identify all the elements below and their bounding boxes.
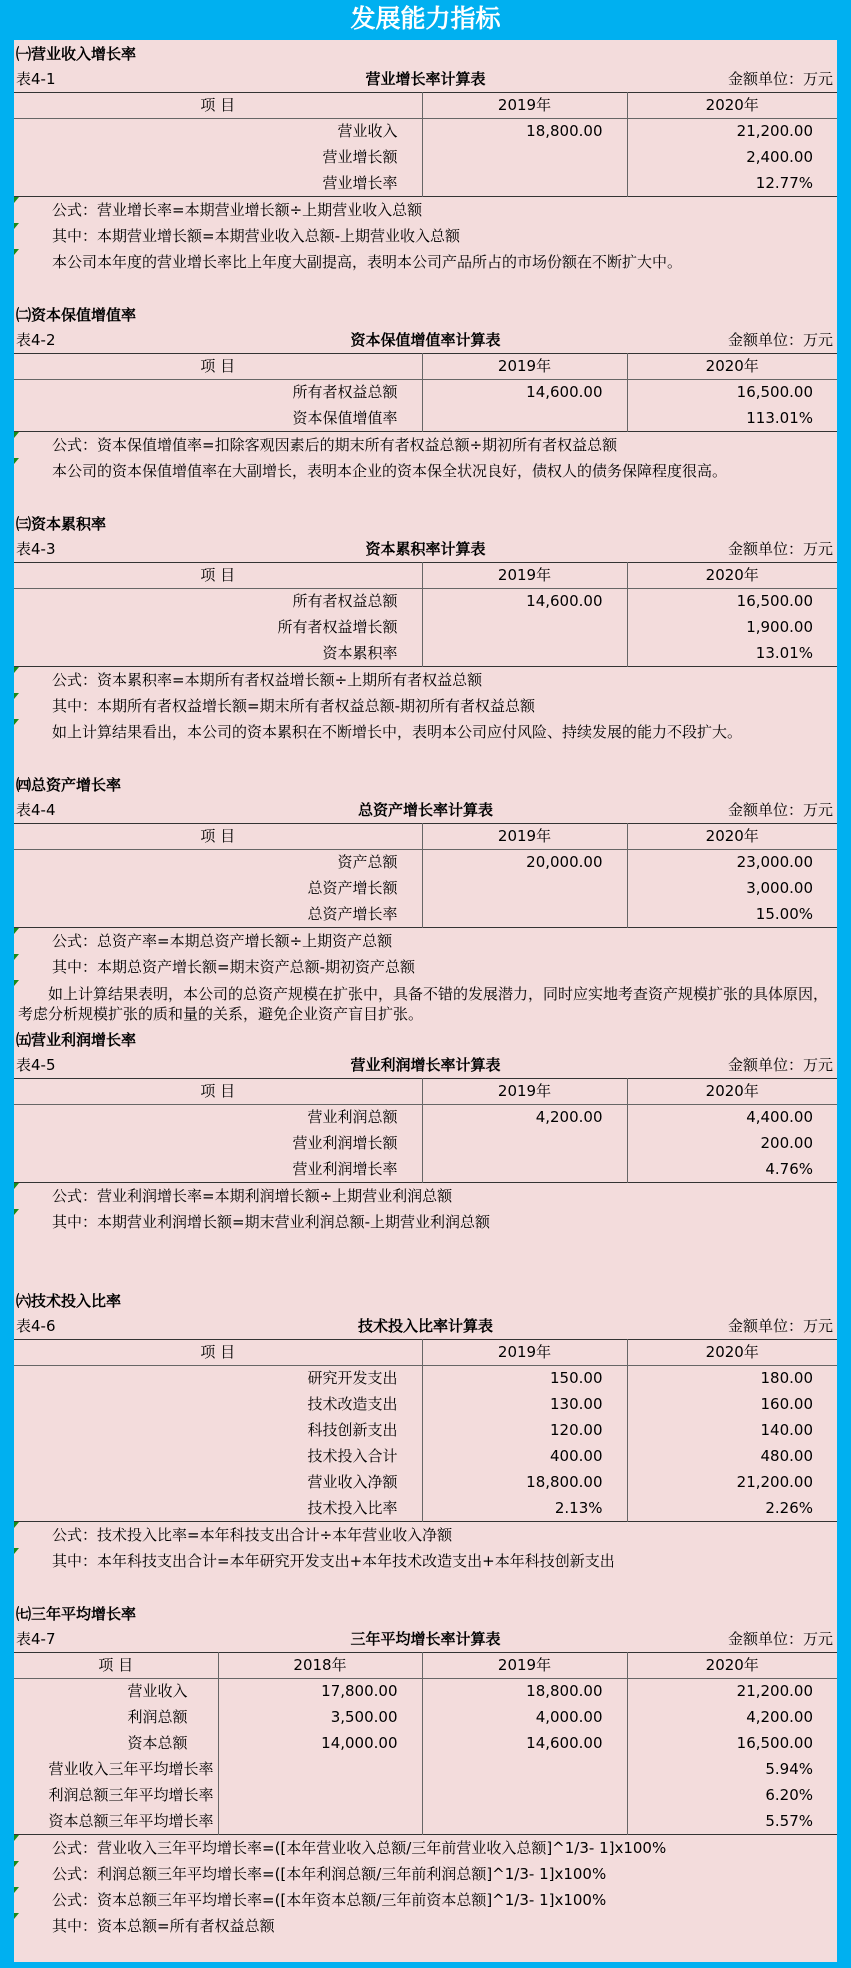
- table-row: [14, 876, 837, 902]
- note-line: 公式：总资产率=本期总资产增长额÷上期资产总额: [14, 928, 837, 954]
- document-body: [14, 40, 837, 1939]
- table-row: [14, 1105, 837, 1131]
- cell-value: 14,600.00: [422, 1731, 627, 1757]
- col-header-year: 2018年: [218, 1653, 422, 1679]
- col-header-year: 2020年: [627, 1653, 837, 1679]
- cell-value: [218, 1757, 422, 1783]
- table-row: [14, 1157, 837, 1183]
- row-label: 营业利润总额: [307, 1108, 398, 1127]
- table-row: [14, 1705, 837, 1731]
- unit-label: 金额单位：万元: [727, 1056, 833, 1074]
- cell-value: 400.00: [422, 1444, 627, 1470]
- table-row: [14, 589, 837, 615]
- note-line: 如上计算结果看出，本公司的资本累积在不断增长中，表明本公司应付风险、持续发展的能力不段扩大。: [14, 719, 837, 745]
- calc-table: [14, 353, 837, 432]
- cell-value: 18,800.00: [422, 1470, 627, 1496]
- note-line: 本公司本年度的营业增长率比上年度大副提高，表明本公司产品所占的市场份额在不断扩大中。: [14, 249, 837, 275]
- col-header-item: 项 目: [14, 824, 422, 850]
- table-row: [14, 171, 837, 197]
- row-label: 营业收入: [337, 122, 398, 141]
- row-label: 技术投入比率: [307, 1498, 398, 1517]
- table-number: 表4-1: [16, 70, 56, 88]
- col-header-item: 项 目: [14, 563, 422, 589]
- note-line: 公式：资本总额三年平均增长率=([本年资本总额/三年前资本总额]^1/3- 1]x100%: [14, 1887, 837, 1913]
- cell-value: 4,200.00: [627, 1705, 837, 1731]
- col-header-year: 2019年: [422, 354, 627, 380]
- table-title: 技术投入比率计算表: [357, 1317, 493, 1335]
- col-header-year: 2020年: [627, 1079, 837, 1105]
- table-number: 表4-3: [16, 540, 56, 558]
- cell-value: 15.00%: [627, 902, 837, 928]
- unit-label: 金额单位：万元: [727, 1630, 833, 1648]
- section-title: ㈣总资产增长率: [16, 776, 122, 794]
- col-header-year: 2019年: [422, 1079, 627, 1105]
- row-label: 总资产增长额: [307, 879, 398, 897]
- col-header-year: 2020年: [627, 563, 837, 589]
- note-paragraph: 如上计算结果表明，本公司的总资产规模在扩张中，具备不错的发展潜力，同时应实地考查资产规模扩张的具体原因，考虑分析规模扩张的质和量的关系，避免企业资产盲目扩张。: [14, 980, 837, 1026]
- col-header-year: 2020年: [627, 93, 837, 119]
- cell-value: 6.20%: [627, 1783, 837, 1809]
- section-title: ㈥技术投入比率: [16, 1292, 122, 1310]
- note-line: 其中：资本总额=所有者权益总额: [14, 1913, 837, 1939]
- note-line: 公式：资本保值增值率=扣除客观因素后的期末所有者权益总额÷期初所有者权益总额: [14, 432, 837, 458]
- table-title: 资本累积率计算表: [365, 540, 486, 558]
- row-label: 营业收入净额: [307, 1473, 398, 1491]
- col-header-item: 项 目: [14, 93, 422, 119]
- row-label: 资本总额三年平均增长率: [48, 1811, 214, 1830]
- section-title: ㈦三年平均增长率: [16, 1605, 137, 1623]
- cell-value: 180.00: [627, 1366, 837, 1392]
- table-row: [14, 641, 837, 667]
- table-header: [14, 1626, 837, 1652]
- table-row: [14, 1679, 837, 1705]
- table-header: [14, 66, 837, 92]
- table-row: [14, 1783, 837, 1809]
- note-line: 其中：本期总资产增长额=期末资产总额-期初资产总额: [14, 954, 837, 980]
- table-row: [14, 380, 837, 406]
- table-row: [14, 1131, 837, 1157]
- cell-value: 4,000.00: [422, 1705, 627, 1731]
- col-header-year: 2019年: [422, 1653, 627, 1679]
- table-row: [14, 1757, 837, 1783]
- row-label: 营业增长率: [322, 173, 398, 192]
- table-row: [14, 1809, 837, 1835]
- table-row: [14, 1444, 837, 1470]
- calc-table: [14, 92, 837, 197]
- table-number: 表4-4: [16, 801, 56, 819]
- row-label: 营业利润增长率: [292, 1159, 398, 1178]
- table-row: [14, 902, 837, 928]
- unit-label: 金额单位：万元: [727, 70, 833, 88]
- table-head-row: [14, 354, 837, 380]
- row-label: 所有者权益增长额: [277, 618, 398, 636]
- table-head-row: [14, 1340, 837, 1366]
- cell-value: 21,200.00: [627, 1679, 837, 1705]
- table-head-row: [14, 1653, 837, 1679]
- cell-value: 14,600.00: [422, 380, 627, 406]
- row-label: 技术改造支出: [307, 1395, 398, 1413]
- table-row: [14, 615, 837, 641]
- col-header-item: 项 目: [14, 1340, 422, 1366]
- table-head-row: [14, 1079, 837, 1105]
- cell-value: 130.00: [422, 1392, 627, 1418]
- cell-value: 16,500.00: [627, 1731, 837, 1757]
- cell-value: 21,200.00: [627, 1470, 837, 1496]
- table-row: [14, 1392, 837, 1418]
- cell-value: [218, 1809, 422, 1835]
- cell-value: [422, 615, 627, 641]
- row-label: 营业利润增长额: [292, 1134, 398, 1152]
- cell-value: 13.01%: [627, 641, 837, 667]
- row-label: 资本总额: [127, 1734, 188, 1752]
- row-label: 营业增长额: [322, 148, 398, 166]
- section-operating-profit-growth: [14, 1026, 837, 1287]
- table-header: [14, 1313, 837, 1339]
- cell-value: [422, 1757, 627, 1783]
- cell-value: 21,200.00: [627, 119, 837, 145]
- cell-value: [422, 1131, 627, 1157]
- section-title: ㈠营业收入增长率: [16, 45, 137, 63]
- table-header: [14, 536, 837, 562]
- note-line: 公式：技术投入比率=本年科技支出合计÷本年营业收入净额: [14, 1522, 837, 1548]
- cell-value: 2.26%: [627, 1496, 837, 1522]
- table-row: [14, 145, 837, 171]
- unit-label: 金额单位：万元: [727, 331, 833, 349]
- section-capital-accumulation: [14, 510, 837, 771]
- calc-table: [14, 1078, 837, 1183]
- row-label: 资产总额: [337, 853, 398, 872]
- table-number: 表4-7: [16, 1630, 56, 1648]
- cell-value: 5.57%: [627, 1809, 837, 1835]
- section-title: ㈤营业利润增长率: [16, 1031, 137, 1049]
- col-header-item: 项 目: [14, 354, 422, 380]
- cell-value: 200.00: [627, 1131, 837, 1157]
- col-header-year: 2019年: [422, 824, 627, 850]
- table-title: 三年平均增长率计算表: [350, 1630, 501, 1648]
- cell-value: 18,800.00: [422, 1679, 627, 1705]
- cell-value: 2.13%: [422, 1496, 627, 1522]
- note-line: 公式：营业利润增长率=本期利润增长额÷上期营业利润总额: [14, 1183, 837, 1209]
- page-title: 发展能力指标: [0, 0, 851, 40]
- cell-value: 3,000.00: [627, 876, 837, 902]
- cell-value: 5.94%: [627, 1757, 837, 1783]
- col-header-year: 2020年: [627, 354, 837, 380]
- table-row: [14, 119, 837, 145]
- row-label: 利润总额三年平均增长率: [48, 1786, 214, 1804]
- table-head-row: [14, 824, 837, 850]
- cell-value: 113.01%: [627, 406, 837, 432]
- table-header: [14, 1052, 837, 1078]
- cell-value: [422, 641, 627, 667]
- cell-value: [422, 1809, 627, 1835]
- section-total-asset-growth: [14, 771, 837, 1026]
- section-title: ㈡资本保值增值率: [16, 306, 137, 324]
- cell-value: [422, 406, 627, 432]
- cell-value: 23,000.00: [627, 850, 837, 876]
- cell-value: 20,000.00: [422, 850, 627, 876]
- cell-value: [422, 1783, 627, 1809]
- cell-value: 150.00: [422, 1366, 627, 1392]
- section-capital-preservation: [14, 301, 837, 510]
- cell-value: [422, 1157, 627, 1183]
- table-row: [14, 406, 837, 432]
- col-header-year: 2020年: [627, 1340, 837, 1366]
- table-number: 表4-6: [16, 1317, 56, 1335]
- section-revenue-growth: [14, 40, 837, 301]
- cell-value: 4,400.00: [627, 1105, 837, 1131]
- cell-value: 1,900.00: [627, 615, 837, 641]
- table-row: [14, 1731, 837, 1757]
- note-line: 其中：本期营业利润增长额=期末营业利润总额-上期营业利润总额: [14, 1209, 837, 1235]
- unit-label: 金额单位：万元: [727, 540, 833, 558]
- table-title: 营业增长率计算表: [365, 70, 486, 88]
- row-label: 营业收入: [127, 1682, 188, 1701]
- calc-table: [14, 1339, 837, 1522]
- section-title: ㈢资本累积率: [16, 515, 107, 533]
- row-label: 科技创新支出: [307, 1421, 398, 1439]
- table-title: 资本保值增值率计算表: [350, 331, 501, 349]
- table-row: [14, 1470, 837, 1496]
- row-label: 技术投入合计: [307, 1447, 398, 1465]
- calc-table: [14, 562, 837, 667]
- note-line: 公式：资本累积率=本期所有者权益增长额÷上期所有者权益总额: [14, 667, 837, 693]
- row-label: 总资产增长率: [307, 904, 398, 923]
- cell-value: 4,200.00: [422, 1105, 627, 1131]
- col-header-year: 2019年: [422, 93, 627, 119]
- col-header-year: 2019年: [422, 563, 627, 589]
- table-head-row: [14, 93, 837, 119]
- note-line: 其中：本年科技支出合计=本年研究开发支出+本年技术改造支出+本年科技创新支出: [14, 1548, 837, 1574]
- section-tech-investment-ratio: [14, 1287, 837, 1600]
- table-number: 表4-5: [16, 1056, 56, 1074]
- cell-value: 14,000.00: [218, 1731, 422, 1757]
- cell-value: 140.00: [627, 1418, 837, 1444]
- cell-value: 3,500.00: [218, 1705, 422, 1731]
- cell-value: 18,800.00: [422, 119, 627, 145]
- note-line: 其中：本期营业增长额=本期营业收入总额-上期营业收入总额: [14, 223, 837, 249]
- cell-value: [422, 171, 627, 197]
- note-line: 其中：本期所有者权益增长额=期末所有者权益总额-期初所有者权益总额: [14, 693, 837, 719]
- col-header-item: 项 目: [14, 1653, 218, 1679]
- cell-value: 4.76%: [627, 1157, 837, 1183]
- table-row: [14, 1366, 837, 1392]
- table-row: [14, 850, 837, 876]
- note-line: 公式：利润总额三年平均增长率=([本年利润总额/三年前利润总额]^1/3- 1]x100%: [14, 1861, 837, 1887]
- calc-table: [14, 1652, 837, 1835]
- cell-value: [218, 1783, 422, 1809]
- cell-value: 16,500.00: [627, 380, 837, 406]
- unit-label: 金额单位：万元: [727, 801, 833, 819]
- row-label: 资本累积率: [322, 643, 398, 662]
- cell-value: 12.77%: [627, 171, 837, 197]
- cell-value: [422, 876, 627, 902]
- row-label: 所有者权益总额: [292, 592, 398, 611]
- cell-value: 480.00: [627, 1444, 837, 1470]
- table-number: 表4-2: [16, 331, 56, 349]
- table-row: [14, 1496, 837, 1522]
- calc-table: [14, 823, 837, 928]
- table-head-row: [14, 563, 837, 589]
- row-label: 所有者权益总额: [292, 383, 398, 402]
- note-line: 公式：营业增长率=本期营业增长额÷上期营业收入总额: [14, 197, 837, 223]
- table-header: [14, 327, 837, 353]
- col-header-item: 项 目: [14, 1079, 422, 1105]
- cell-value: 16,500.00: [627, 589, 837, 615]
- table-row: [14, 1418, 837, 1444]
- note-line: 公式：营业收入三年平均增长率=([本年营业收入总额/三年前营业收入总额]^1/3- 1]x100%: [14, 1835, 837, 1861]
- cell-value: 17,800.00: [218, 1679, 422, 1705]
- table-header: [14, 797, 837, 823]
- col-header-year: 2020年: [627, 824, 837, 850]
- unit-label: 金额单位：万元: [727, 1317, 833, 1335]
- table-title: 总资产增长率计算表: [357, 801, 493, 819]
- table-title: 营业利润增长率计算表: [350, 1056, 501, 1074]
- note-line: 本公司的资本保值增值率在大副增长，表明本企业的资本保全状况良好，债权人的债务保障程度很高。: [14, 458, 837, 484]
- cell-value: 14,600.00: [422, 589, 627, 615]
- cell-value: [422, 902, 627, 928]
- cell-value: [422, 145, 627, 171]
- col-header-year: 2019年: [422, 1340, 627, 1366]
- cell-value: 120.00: [422, 1418, 627, 1444]
- row-label: 研究开发支出: [307, 1369, 398, 1388]
- section-three-year-avg-growth: [14, 1600, 837, 1939]
- row-label: 资本保值增值率: [292, 408, 398, 427]
- cell-value: 160.00: [627, 1392, 837, 1418]
- row-label: 营业收入三年平均增长率: [48, 1760, 214, 1778]
- cell-value: 2,400.00: [627, 145, 837, 171]
- row-label: 利润总额: [127, 1708, 188, 1726]
